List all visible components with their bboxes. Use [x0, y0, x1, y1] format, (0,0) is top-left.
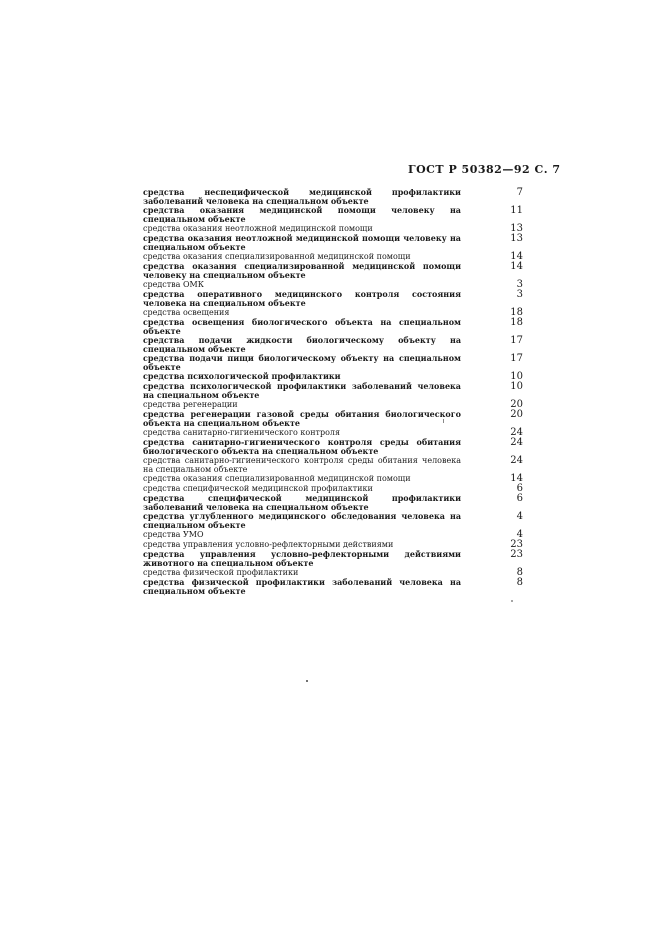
index-term: средства специфической медицинской профилактики заболеваний человека на специальном объекте [143, 493, 461, 512]
index-term: средства физической профилактики заболеваний человека на специальном объекте [143, 577, 461, 596]
index-page-number: 13 [510, 223, 523, 234]
index-page-number: 6 [516, 483, 523, 494]
index-term: средства подачи жидкости биологическому объекту на специальном объекте [143, 335, 461, 354]
index-term: средства неспецифической медицинской профилактики заболеваний человека на специальном объекте [143, 187, 461, 206]
index-page-number: 24 [510, 427, 523, 438]
scan-mark [443, 419, 444, 423]
scan-mark [511, 600, 513, 602]
index-entry [143, 234, 523, 252]
index-entry [143, 550, 523, 568]
index-page-number: 20 [510, 409, 523, 420]
index-page-number: 13 [510, 233, 523, 244]
index-page-number: 17 [510, 353, 523, 364]
index-term: средства физической профилактики [143, 568, 299, 577]
index-term: средства оказания неотложной медицинской помощи [143, 224, 373, 233]
index-page-number: 6 [516, 493, 523, 504]
index-term: средства санитарно-гигиенического контроля [143, 428, 341, 437]
scan-mark [306, 680, 308, 682]
index-term: средства регенерации газовой среды обитания биологического объекта на специальном объекте [143, 409, 461, 428]
index-term: средства ОМК [143, 280, 204, 289]
index-page-number: 17 [510, 335, 523, 346]
index-term: средства подачи пищи биологическому объекту на специальном объекте [143, 353, 461, 372]
index-term: средства углубленного медицинского обследования человека на специальном объекте [143, 511, 461, 530]
index-page-number: 14 [510, 261, 523, 272]
index-page-number: 4 [516, 511, 523, 522]
index-page-number: 4 [516, 529, 523, 540]
index-entry [143, 494, 523, 512]
index-term: средства УМО [143, 530, 204, 539]
index-term: средства специфической медицинской профилактики [143, 484, 373, 493]
index-entry [143, 290, 523, 308]
index-page-number: 23 [510, 549, 523, 560]
index-entry [143, 438, 523, 456]
index-page-number: 11 [510, 205, 523, 216]
index-term: средства регенерации [143, 400, 238, 409]
index-entry [143, 512, 523, 530]
index-entry [143, 206, 523, 224]
index-term: средства психологической профилактики [143, 371, 341, 381]
index-term: средства оказания специализированной медицинской помощи [143, 474, 411, 483]
index-term: средства оказания неотложной медицинской помощи человеку на специальном объекте [143, 233, 461, 252]
index-term: средства санитарно-гигиенического контроля среды обитания биологического объекта на специальном объекте [143, 437, 461, 456]
index-page-number: 7 [516, 187, 523, 198]
index-page-number: 8 [516, 577, 523, 588]
term-index [143, 188, 523, 596]
index-page-number: 24 [510, 455, 523, 466]
index-entry [143, 318, 523, 336]
index-term: средства психологической профилактики заболеваний человека на специальном объекте [143, 381, 461, 400]
index-entry [143, 474, 523, 484]
index-entry [143, 382, 523, 400]
index-entry [143, 336, 523, 354]
index-term: средства управления условно-рефлекторными действиями [143, 540, 394, 549]
index-page-number: 18 [510, 317, 523, 328]
index-term: средства освещения [143, 308, 230, 317]
index-entry [143, 456, 523, 474]
index-term: средства санитарно-гигиенического контроля среды обитания человека на специальном объекте [143, 456, 461, 474]
index-term: средства оказания специализированной медицинской помощи [143, 252, 411, 261]
index-entry [143, 262, 523, 280]
index-page-number: 3 [516, 289, 523, 300]
index-page-number: 23 [510, 539, 523, 550]
index-page-number: 20 [510, 399, 523, 410]
index-term: средства освещения биологического объекта на специальном объекте [143, 317, 461, 336]
index-page-number: 10 [510, 371, 523, 382]
index-page-number: 24 [510, 437, 523, 448]
index-term: средства управления условно-рефлекторными действиями животного на специальном объекте [143, 549, 461, 568]
index-page-number: 3 [516, 279, 523, 290]
index-entry [143, 578, 523, 596]
index-page-number: 8 [516, 567, 523, 578]
index-term: средства оперативного медицинского контроля состояния человека на специальном объекте [143, 289, 461, 308]
index-entry [143, 188, 523, 206]
index-page-number: 14 [510, 251, 523, 262]
page-header: ГОСТ Р 50382—92 С. 7 [408, 163, 561, 176]
index-entry [143, 354, 523, 372]
index-term: средства оказания специализированной медицинской помощи человеку на специальном объекте [143, 261, 461, 280]
index-page-number: 14 [510, 473, 523, 484]
index-page-number: 10 [510, 381, 523, 392]
index-page-number: 18 [510, 307, 523, 318]
index-entry [143, 410, 523, 428]
index-term: средства оказания медицинской помощи человеку на специальном объекте [143, 205, 461, 224]
index-entry [143, 530, 523, 540]
